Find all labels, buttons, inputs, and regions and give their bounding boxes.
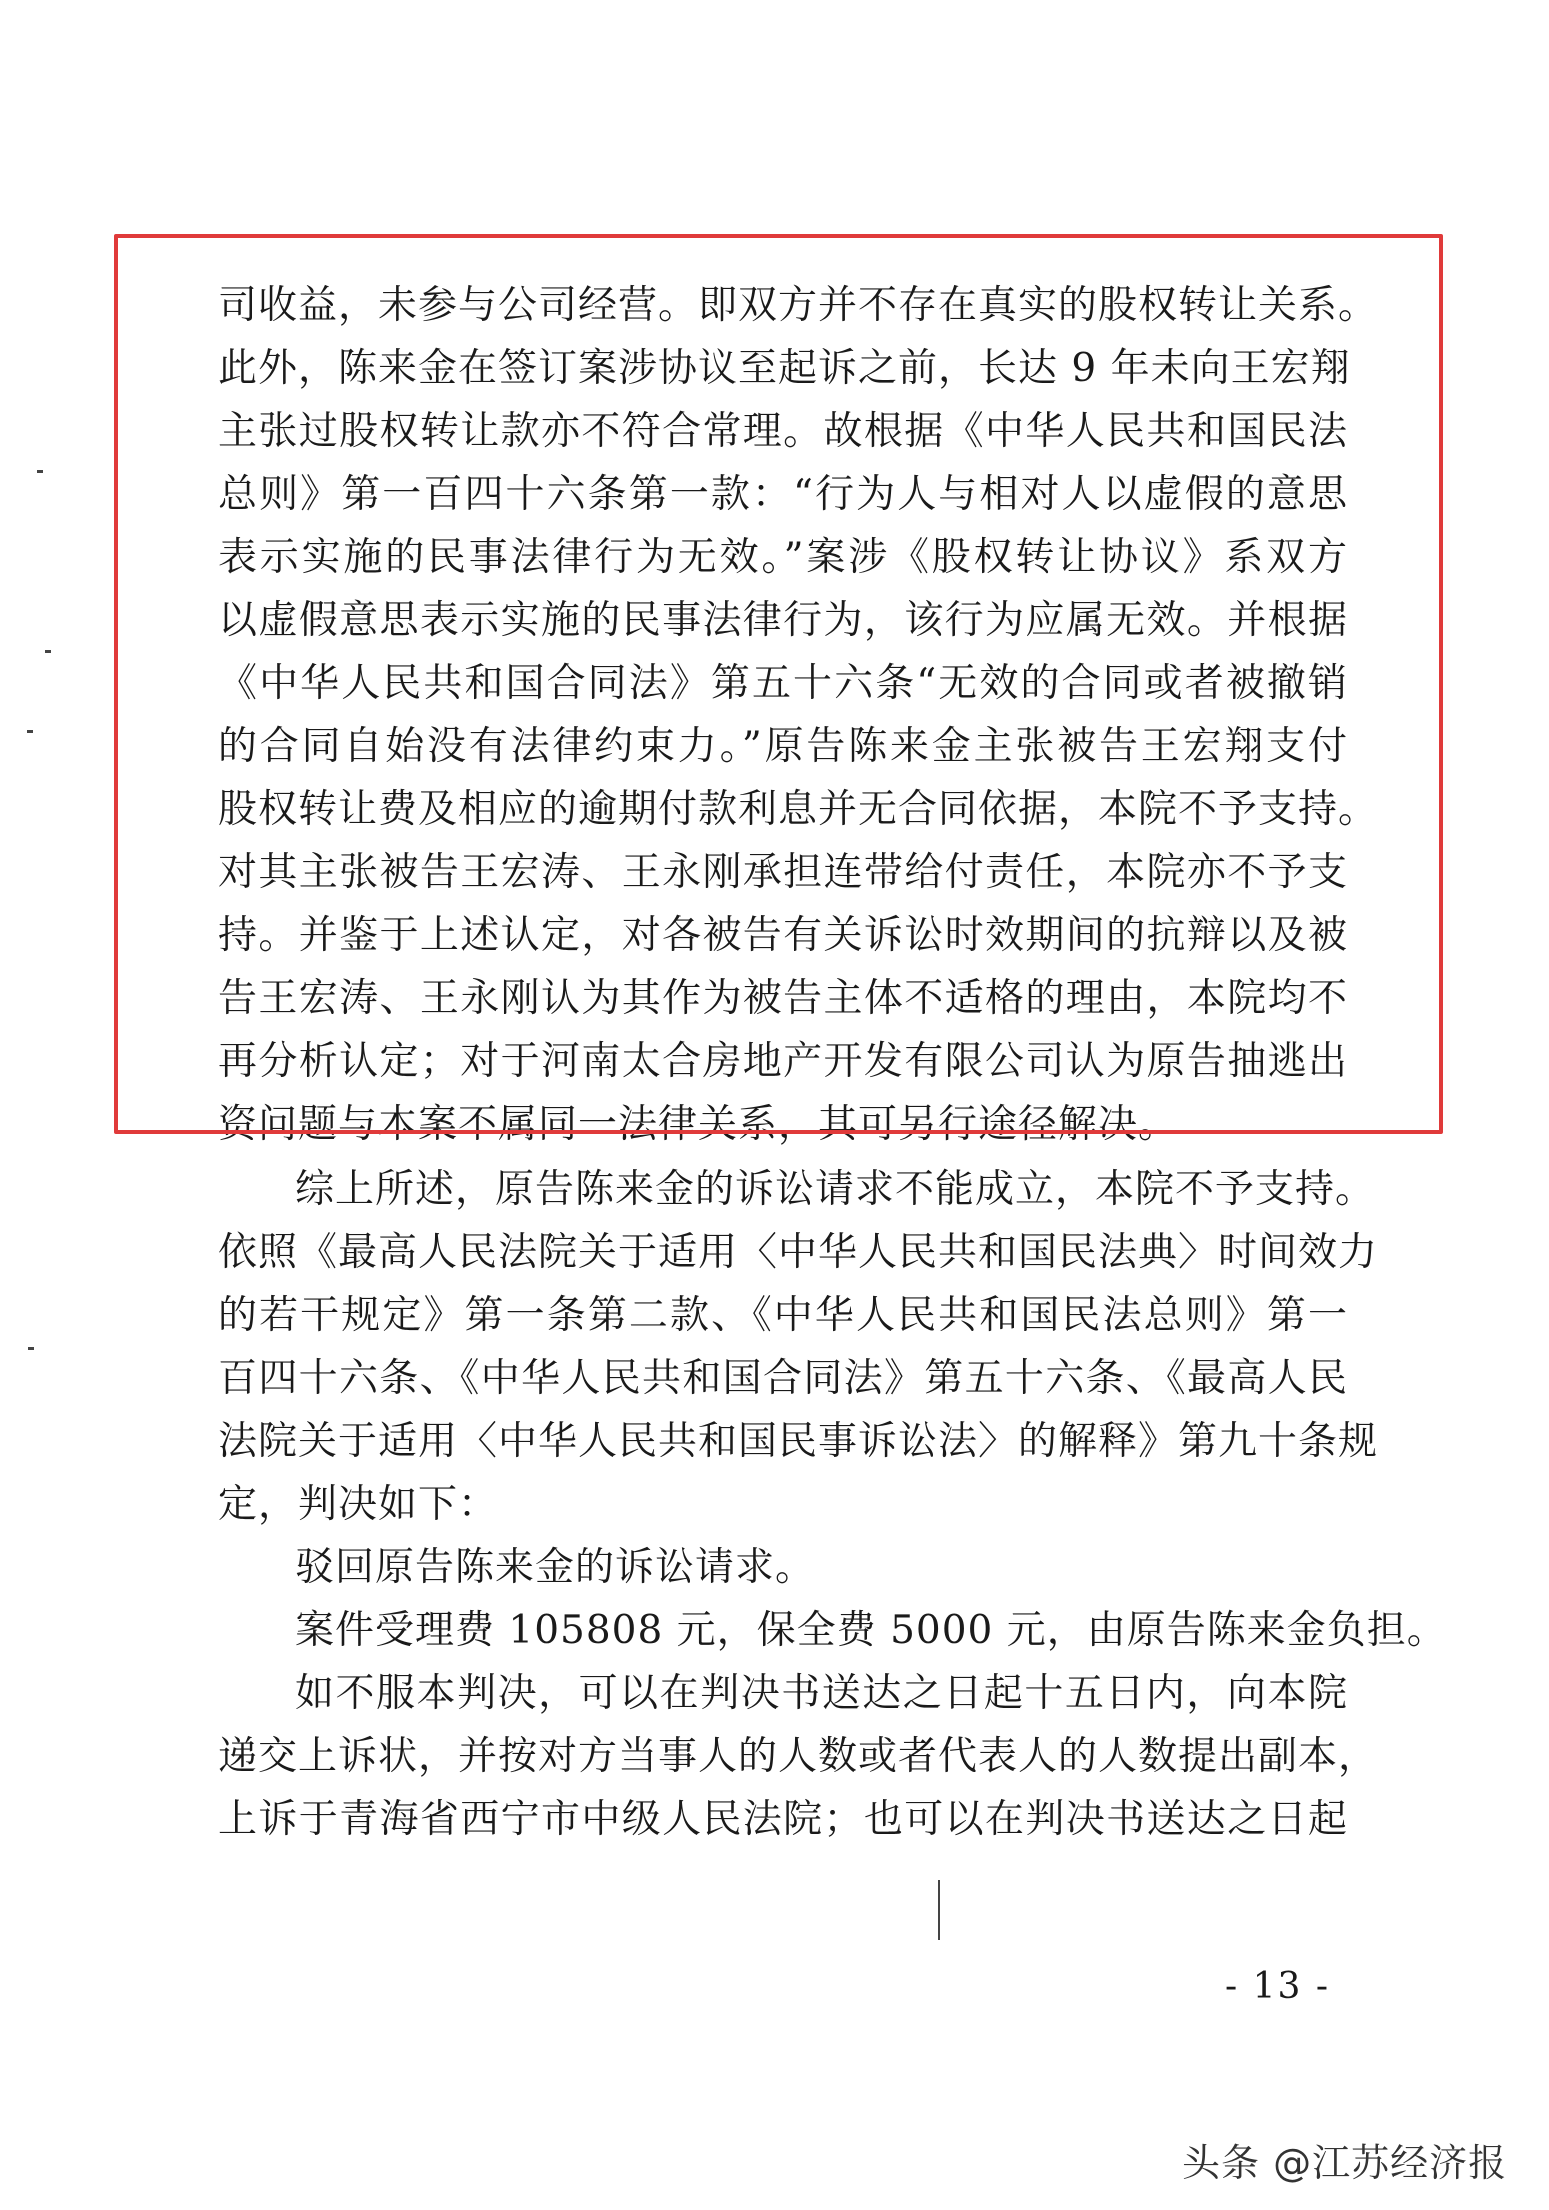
text-line: 司收益，未参与公司经营。即双方并不存在真实的股权转让关系。 [218, 283, 1379, 328]
text-line: 《中华人民共和国合同法》第五十六条“无效的合同或者被撤销 [218, 661, 1348, 706]
text-line: 综上所述，原告陈来金的诉讼请求不能成立，本院不予支持。 [295, 1167, 1376, 1212]
text-line: 的合同自始没有法律约束力。”原告陈来金主张被告王宏翔支付 [218, 724, 1348, 769]
text-line: 股权转让费及相应的逾期付款利息并无合同依据，本院不予支持。 [218, 787, 1379, 832]
text-line: 上诉于青海省西宁市中级人民法院；也可以在判决书送达之日起 [218, 1797, 1348, 1842]
text-line: 主张过股权转让款亦不符合常理。故根据《中华人民共和国民法 [218, 409, 1348, 454]
text-line: 案件受理费 105808 元，保全费 5000 元，由原告陈来金负担。 [295, 1608, 1447, 1653]
text-line: 依照《最高人民法院关于适用〈中华人民共和国民法典〉时间效力 [218, 1230, 1379, 1275]
scan-mark [27, 730, 33, 733]
text-line: 递交上诉状，并按对方当事人的人数或者代表人的人数提出副本， [218, 1734, 1379, 1779]
text-line: 表示实施的民事法律行为无效。”案涉《股权转让协议》系双方 [218, 535, 1348, 580]
text-line: 告王宏涛、王永刚认为其作为被告主体不适格的理由，本院均不 [218, 976, 1348, 1021]
scan-mark [938, 1880, 940, 1940]
scan-mark [28, 1347, 34, 1350]
text-line: 定，判决如下： [218, 1482, 499, 1527]
text-line: 百四十六条、《中华人民共和国合同法》第五十六条、《最高人民 [218, 1356, 1348, 1401]
text-line: 对其主张被告王宏涛、王永刚承担连带给付责任，本院亦不予支 [218, 850, 1348, 895]
text-line: 资问题与本案不属同一法律关系，其可另行途径解决。 [218, 1102, 1179, 1147]
text-line: 总则》第一百四十六条第一款：“行为人与相对人以虚假的意思 [218, 472, 1348, 517]
text-line: 驳回原告陈来金的诉讼请求。 [295, 1545, 816, 1590]
scan-mark [37, 470, 43, 473]
text-line: 法院关于适用〈中华人民共和国民事诉讼法〉的解释》第九十条规 [218, 1419, 1379, 1464]
highlight-box [114, 234, 1443, 1134]
text-line: 以虚假意思表示实施的民事法律行为，该行为应属无效。并根据 [218, 598, 1348, 643]
text-line: 再分析认定；对于河南太合房地产开发有限公司认为原告抽逃出 [218, 1039, 1348, 1084]
scan-mark [45, 650, 51, 653]
text-line: 的若干规定》第一条第二款、《中华人民共和国民法总则》第一 [218, 1293, 1348, 1338]
text-line: 此外，陈来金在签订案涉协议至起诉之前，长达 9 年未向王宏翔 [218, 346, 1351, 391]
text-line: 如不服本判决，可以在判决书送达之日起十五日内，向本院 [295, 1671, 1348, 1716]
text-line: 持。并鉴于上述认定，对各被告有关诉讼时效期间的抗辩以及被 [218, 913, 1348, 958]
watermark: 头条 @江苏经济报 [1182, 2141, 1508, 2185]
page-number: - 13 - [1225, 1966, 1331, 2007]
